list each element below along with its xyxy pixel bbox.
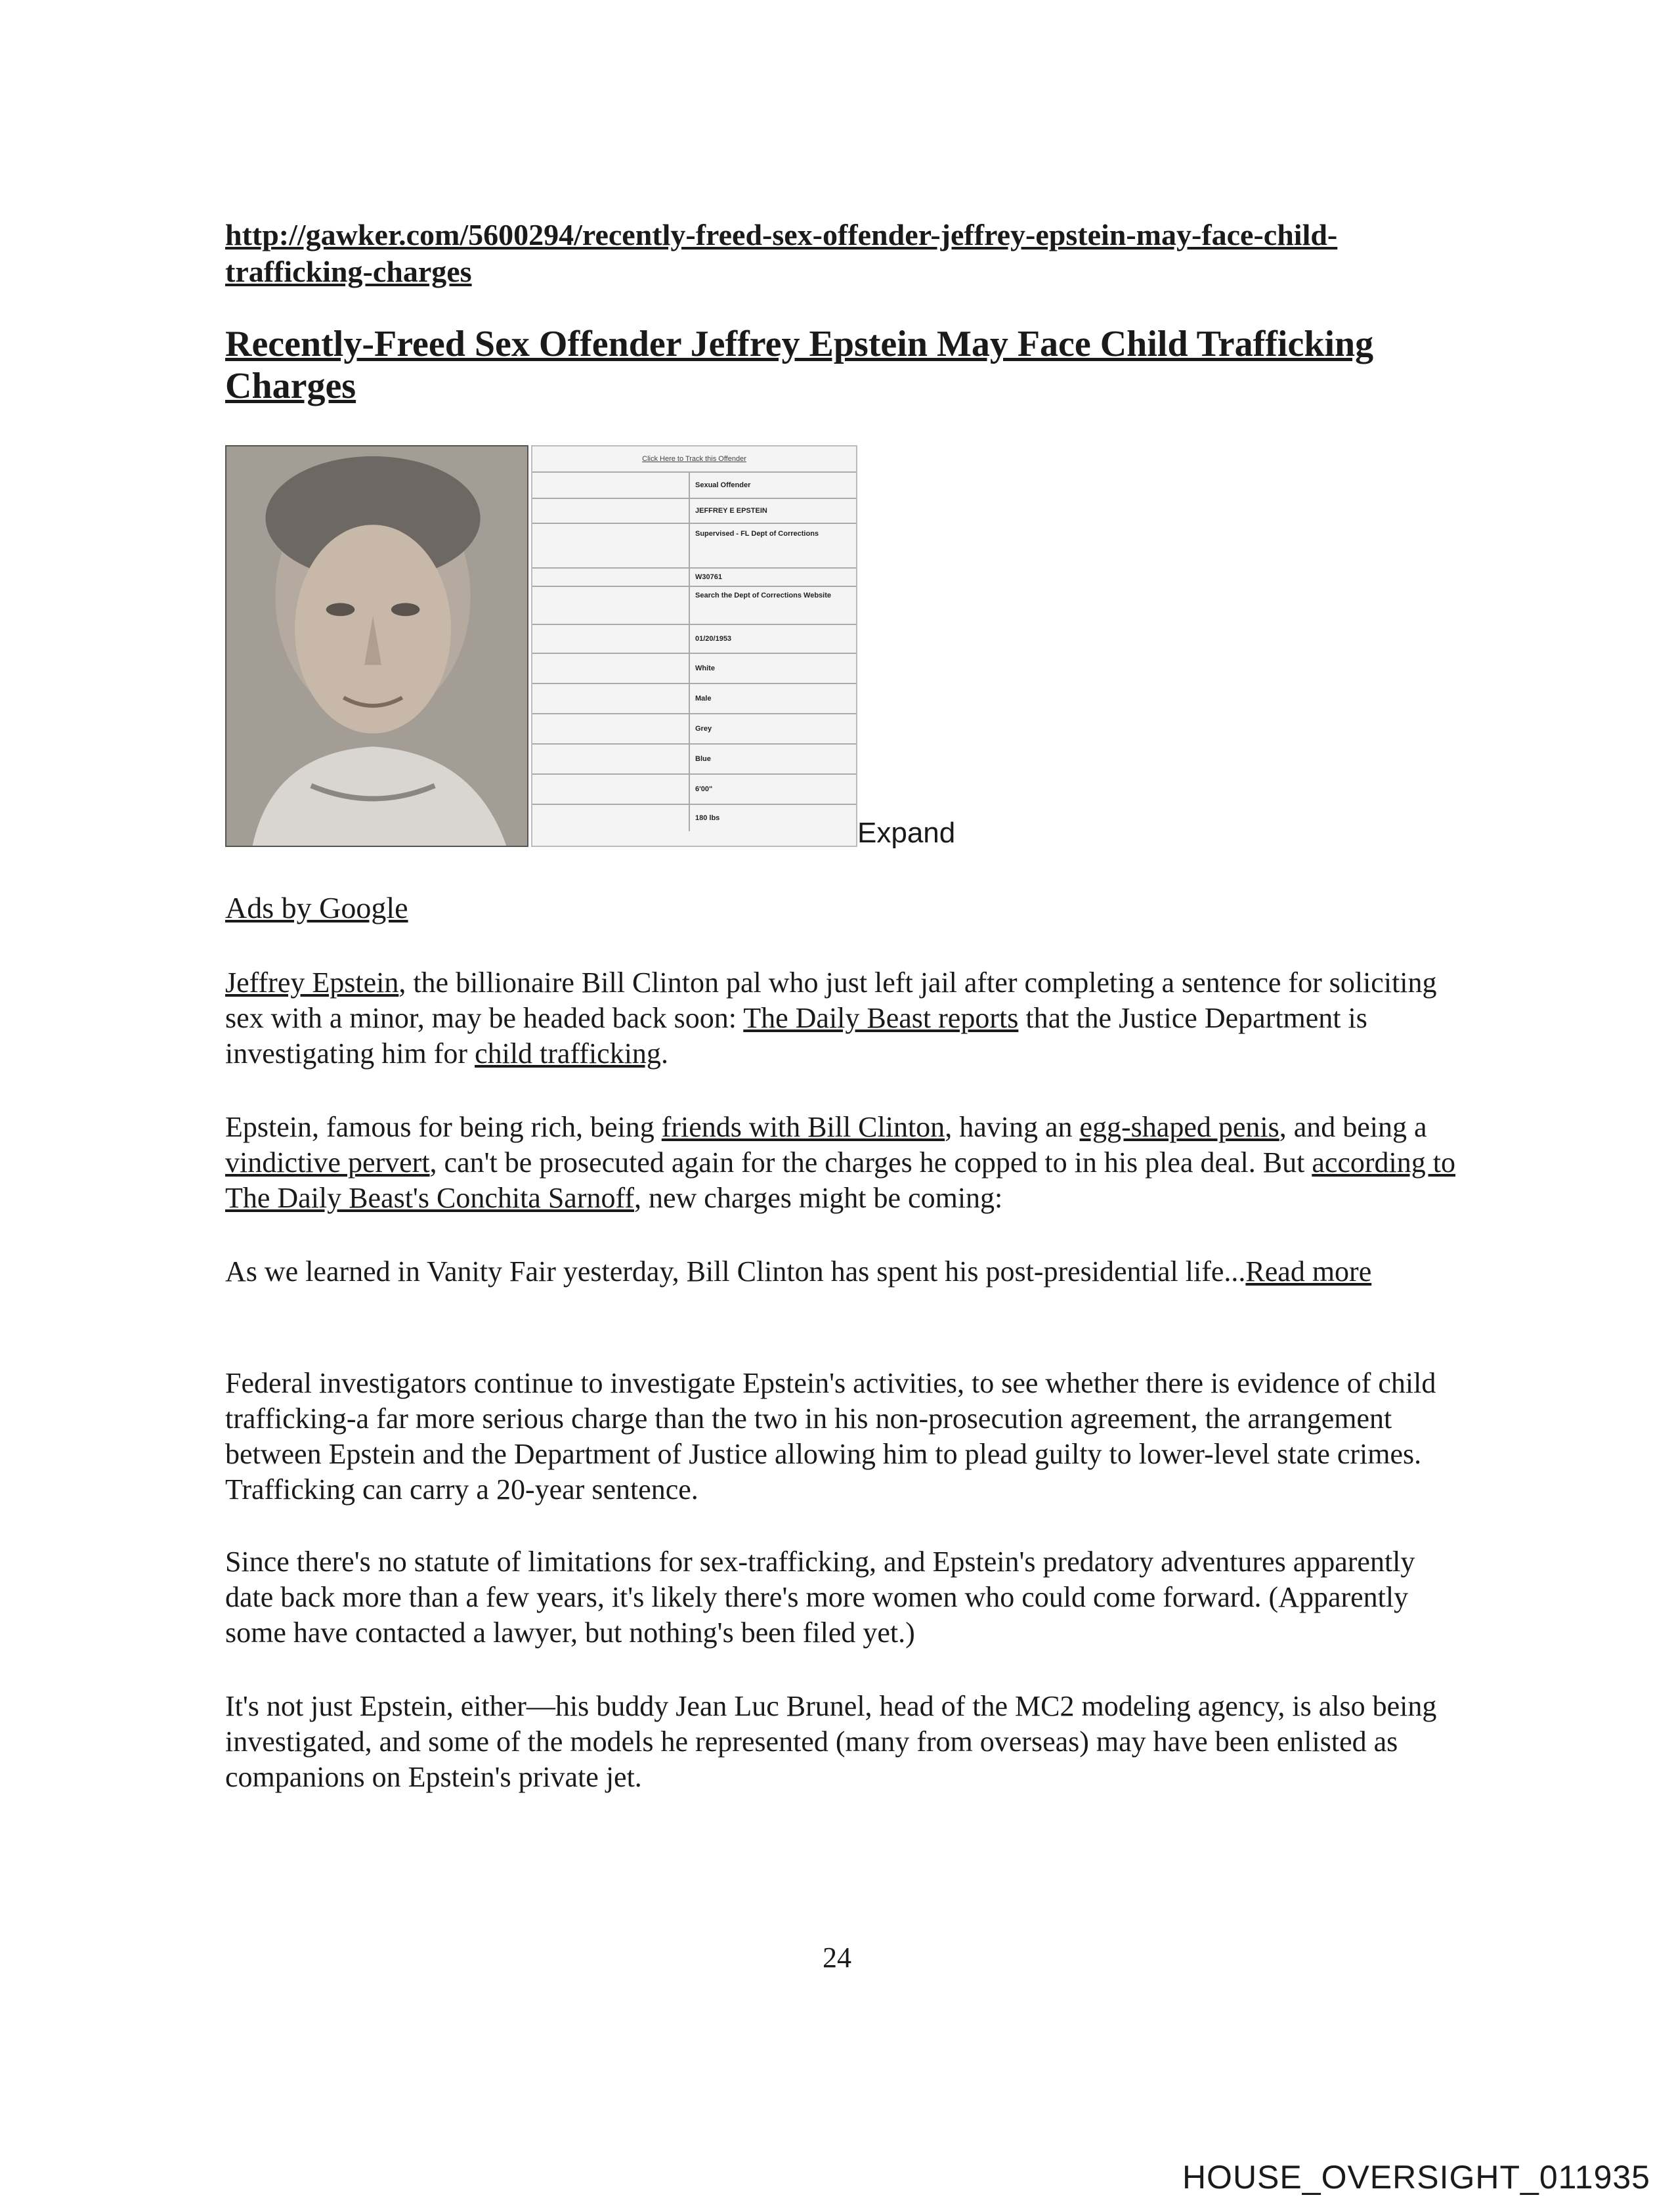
paragraph-6: It's not just Epstein, either—his buddy Jean Luc Brunel, head of the MC2 modeling agency, is also being investigated, and some of the models he represented (many from overseas) may have been enlisted as companions on Epstein's private jet. — [225, 1690, 1437, 1793]
record-row — [532, 805, 856, 831]
text: , and being a — [1279, 1111, 1427, 1143]
paragraph-3 — [225, 1254, 1459, 1290]
offender-record-table — [531, 445, 857, 847]
record-value: Sexual Offender — [695, 481, 751, 489]
paragraph-4: Federal investigators continue to investigate Epstein's activities, to see whether there is evidence of child trafficking-a far more serious charge than the two in his non-prosecution agreement, the arrangement between Epstein and the Department of Justice allowing him to plead guilty to lower-level state crimes. Trafficking can carry a 20-year sentence. — [225, 1367, 1436, 1506]
read-more-link[interactable]: Read more — [1245, 1255, 1372, 1288]
record-row — [532, 569, 856, 587]
record-row — [532, 473, 856, 499]
record-row — [532, 745, 856, 775]
paragraph-5: Since there's no statute of limitations for sex-trafficking, and Epstein's predatory adventures apparently date back more than a few years, it's likely there's more women who could come forward. (Apparently some have contacted a lawyer, but nothing's been filed yet.) — [225, 1546, 1415, 1649]
record-row — [532, 714, 856, 745]
mugshot-photo — [225, 445, 528, 847]
text: As we learned in Vanity Fair yesterday, Bill Clinton has spent his post-presidential life... — [225, 1255, 1246, 1288]
record-row — [532, 524, 856, 569]
paragraph-1 — [225, 965, 1459, 1072]
record-value: W30761 — [695, 573, 722, 581]
record-value: Grey — [695, 725, 712, 733]
record-row — [532, 625, 856, 654]
text: , new charges might be coming: — [633, 1182, 1003, 1214]
record-value: Search the Dept of Corrections Website — [695, 592, 832, 599]
record-row — [532, 654, 856, 684]
vindictive-pervert-link[interactable]: vindictive pervert — [225, 1146, 430, 1179]
daily-beast-reports-link[interactable]: The Daily Beast reports — [743, 1002, 1019, 1034]
record-value: 180 lbs — [695, 814, 720, 822]
ads-by-google-link[interactable]: Ads by Google — [225, 891, 408, 924]
text: , having an — [945, 1111, 1080, 1143]
record-row — [532, 775, 856, 805]
sarnoff-link[interactable]: according to The Daily Beast's Conchita Sarnoff — [225, 1146, 1456, 1214]
record-row — [532, 499, 856, 524]
egg-shaped-link[interactable]: egg-shaped penis — [1079, 1111, 1279, 1143]
child-trafficking-link[interactable]: child trafficking — [475, 1037, 661, 1070]
page-number: 24 — [823, 1941, 851, 1974]
text: that the Justice Department is investigating him for — [225, 1002, 1367, 1070]
text: Epstein, famous for being rich, being — [225, 1111, 662, 1143]
record-value: Supervised - FL Dept of Corrections — [695, 530, 819, 538]
record-row — [532, 587, 856, 625]
record-value: JEFFREY E EPSTEIN — [695, 507, 767, 515]
record-value: 01/20/1953 — [695, 635, 732, 643]
expand-button[interactable]: Expand — [857, 817, 956, 849]
text: , the billionaire Bill Clinton pal who just left jail after completing a sentence for soliciting sex with a minor, may be headed back soon: — [225, 966, 1437, 1034]
text: , can't be prosecuted again for the charges he copped to in his plea deal. But — [429, 1146, 1312, 1179]
record-value: 6'00" — [695, 785, 713, 793]
record-row — [532, 684, 856, 714]
offender-record-figure — [225, 445, 857, 847]
record-value: White — [695, 664, 715, 672]
record-value: Male — [695, 695, 712, 703]
friends-with-clinton-link[interactable]: friends with Bill Clinton — [661, 1111, 945, 1143]
bates-number: HOUSE_OVERSIGHT_011935 — [1182, 2159, 1650, 2196]
article-title[interactable]: Recently-Freed Sex Offender Jeffrey Epstein May Face Child Trafficking Charges — [225, 324, 1374, 406]
track-offender-link[interactable]: Click Here to Track this Offender — [532, 446, 856, 473]
mugshot-image — [226, 446, 527, 846]
paragraph-2 — [225, 1110, 1459, 1216]
record-value: Blue — [695, 755, 711, 763]
source-url-link[interactable]: http://gawker.com/5600294/recently-freed-sex-offender-jeffrey-epstein-may-face-child-trafficking-charges — [225, 218, 1338, 288]
jeffrey-epstein-link[interactable]: Jeffrey Epstein — [225, 966, 399, 999]
text: . — [660, 1037, 668, 1070]
